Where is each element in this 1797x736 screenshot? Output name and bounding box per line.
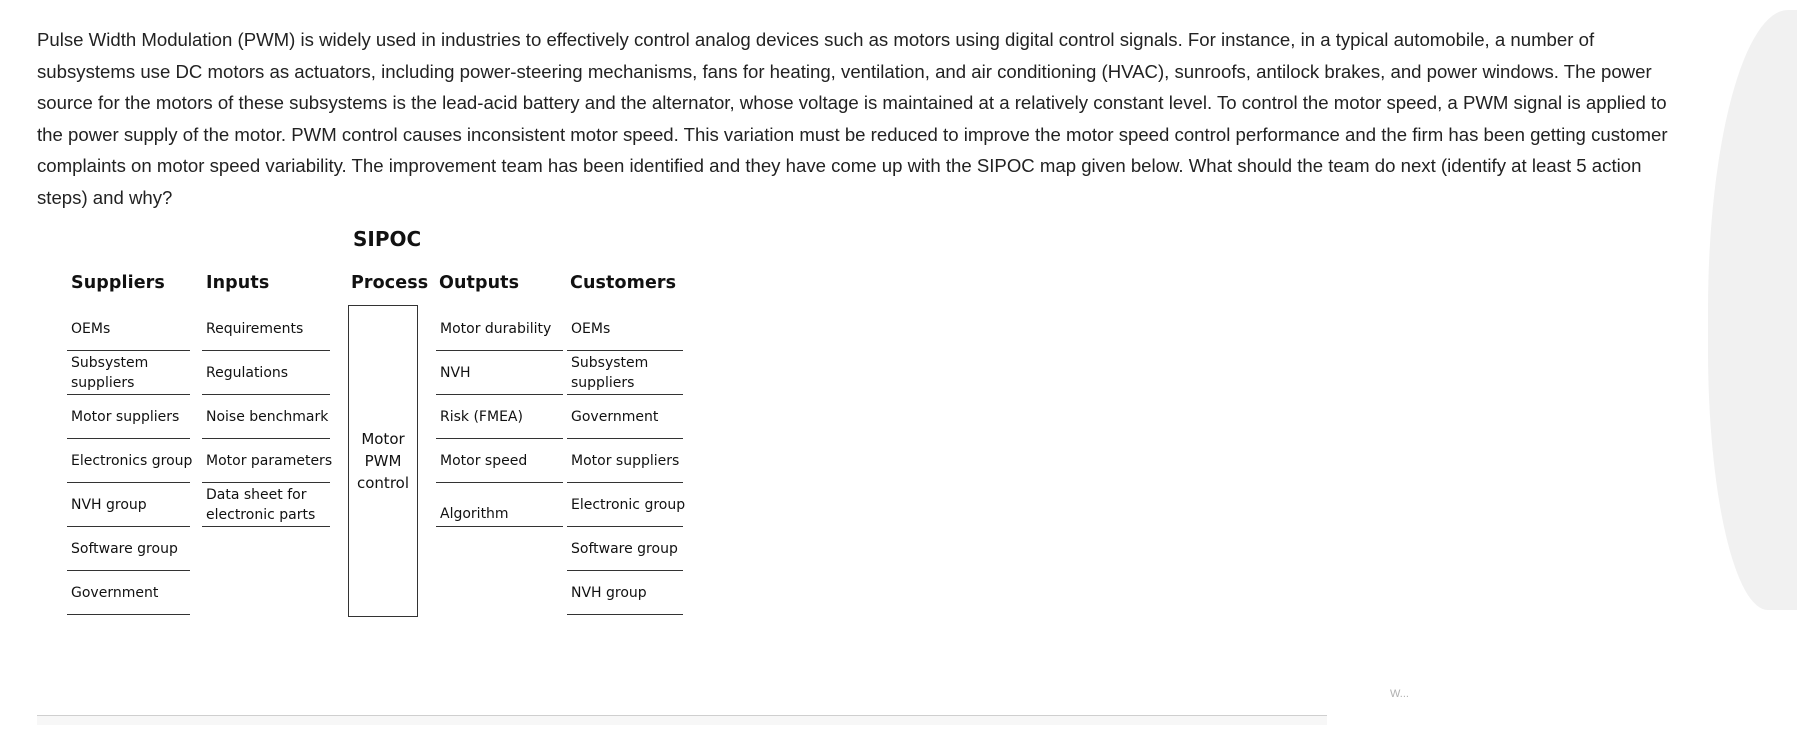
customer-cell: Software group xyxy=(567,527,683,571)
supplier-cell: OEMs xyxy=(67,307,190,351)
customer-cell: Electronic group xyxy=(567,483,683,527)
customer-cell: Government xyxy=(567,395,683,439)
output-cell: Motor speed xyxy=(436,439,563,483)
input-cell: Requirements xyxy=(202,307,330,351)
customers-column xyxy=(567,307,686,615)
supplier-cell: NVH group xyxy=(67,483,190,527)
supplier-cell: Government xyxy=(67,571,190,615)
question-text: Pulse Width Modulation (PWM) is widely used in industries to effectively control analog devices such as motors using digital control signals. For instance, in a typical automobile, a number of subsystems use DC motors as actuators, including power-steering mechanisms, fans for heating, ventilation, and air conditioning (HVAC), sunroofs, antilock brakes, and power windows. The power source for the motors of these subsystems is the lead-acid battery and the alternator, whose voltage is maintained at a relatively constant level. To control the motor speed, a PWM signal is applied to the power supply of the motor. PWM control causes inconsistent motor speed. This variation must be reduced to improve the motor speed control performance and the firm has been getting customer complaints on motor speed variability. The improvement team has been identified and they have come up with the SIPOC map given below. What should the team do next (identify at least 5 action steps) and why? xyxy=(37,29,1668,208)
faint-footer-mark: W... xyxy=(1390,688,1409,700)
supplier-cell: Subsystem suppliers xyxy=(67,351,190,395)
customer-cell: Motor suppliers xyxy=(567,439,683,483)
supplier-cell: Software group xyxy=(67,527,190,571)
outputs-column xyxy=(436,307,563,527)
sipoc-title: SIPOC xyxy=(353,227,422,251)
customer-cell: Subsystem suppliers xyxy=(567,351,683,395)
outputs-header: Outputs xyxy=(439,273,520,293)
customers-header: Customers xyxy=(570,273,677,293)
sipoc-diagram xyxy=(60,225,700,625)
inputs-header: Inputs xyxy=(206,273,270,293)
output-cell: Motor durability xyxy=(436,307,563,351)
output-cell: NVH xyxy=(436,351,563,395)
input-cell: Motor parameters xyxy=(202,439,330,483)
supplier-cell: Electronics group xyxy=(67,439,190,483)
output-cell: Algorithm xyxy=(436,483,563,527)
process-box: Motor PWM control xyxy=(348,305,418,617)
right-edge-shadow xyxy=(1708,10,1797,610)
process-header: Process xyxy=(351,273,429,293)
customer-cell: NVH group xyxy=(567,571,683,615)
input-cell: Data sheet for electronic parts xyxy=(202,483,330,527)
inputs-column xyxy=(202,307,333,527)
output-cell: Risk (FMEA) xyxy=(436,395,563,439)
suppliers-column xyxy=(67,307,193,615)
input-cell: Regulations xyxy=(202,351,330,395)
customer-cell: OEMs xyxy=(567,307,683,351)
suppliers-header: Suppliers xyxy=(71,273,165,293)
bottom-toolbar-edge xyxy=(37,715,1327,725)
supplier-cell: Motor suppliers xyxy=(67,395,190,439)
input-cell: Noise benchmark xyxy=(202,395,330,439)
